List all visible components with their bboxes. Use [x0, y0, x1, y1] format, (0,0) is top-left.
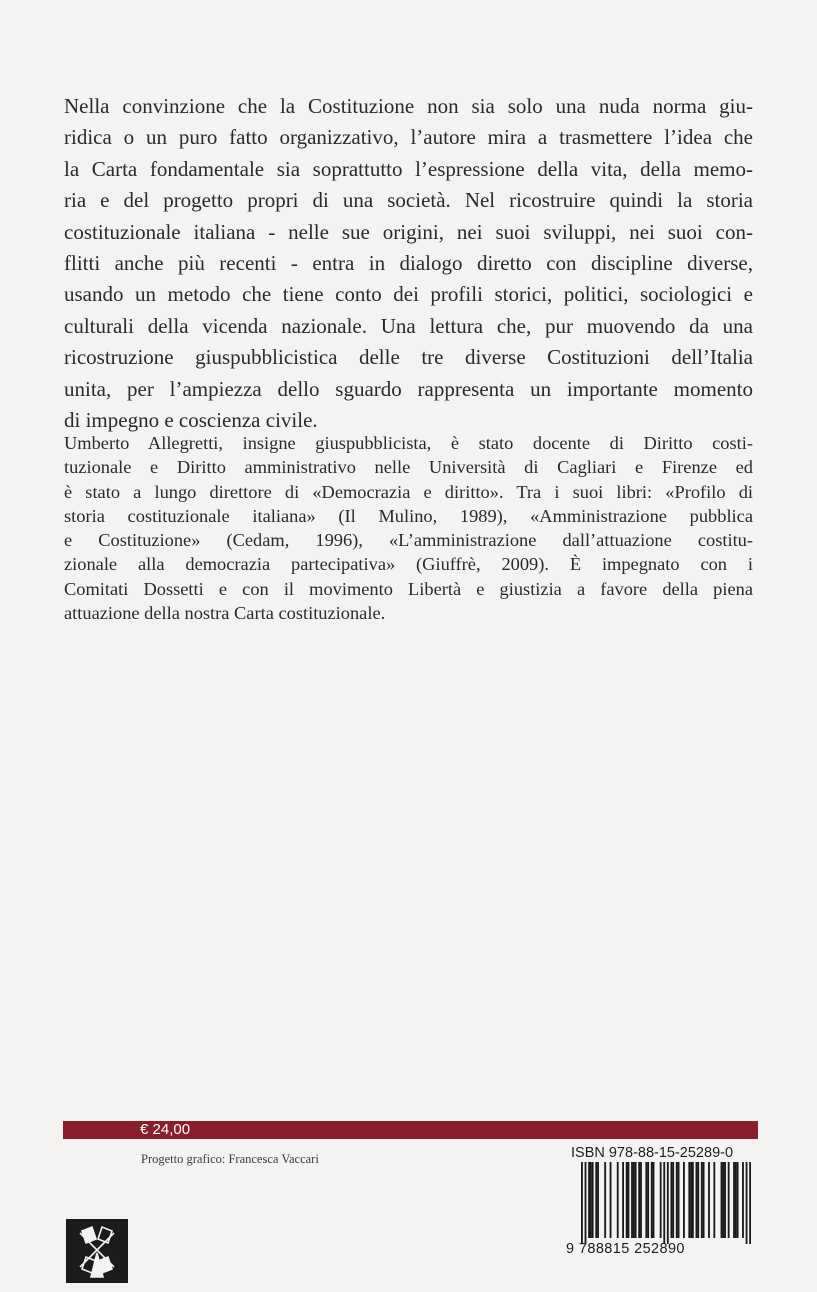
barcode-bar	[713, 1162, 715, 1238]
blurb-line: usando un metodo che tiene conto dei profili storici, politici, sociologici e	[64, 282, 753, 307]
bio-line: zionale alla democrazia partecipativa» (Giuffrè, 2009). È impegnato con i	[64, 554, 753, 575]
barcode-bar	[688, 1162, 690, 1238]
blurb-line: Nella convinzione che la Costituzione non sia solo una nuda norma giu-	[64, 94, 753, 118]
barcode-bar	[696, 1162, 698, 1238]
barcode-bar	[585, 1162, 587, 1244]
barcode-bar	[647, 1162, 649, 1238]
barcode-bar	[592, 1162, 594, 1238]
barcode-bar	[735, 1162, 737, 1238]
bio-line: tuzionale e Diritto amministrativo nelle Università di Cagliari e Firenze ed	[64, 457, 753, 478]
design-credit: Progetto grafico: Francesca Vaccari	[141, 1152, 319, 1166]
barcode-bar	[660, 1162, 662, 1238]
barcode-bar	[722, 1162, 724, 1238]
barcode-bar	[663, 1162, 665, 1244]
barcode-bar	[633, 1162, 635, 1238]
barcode-bar	[670, 1162, 672, 1238]
blurb-line: ricostruzione giuspubblicistica delle tre diverse Costituzioni dell’Italia	[64, 345, 753, 370]
barcode-bar	[708, 1162, 710, 1238]
barcode-bar	[678, 1162, 680, 1238]
barcode-bar	[672, 1162, 674, 1238]
barcode	[581, 1162, 751, 1244]
barcode-bar	[749, 1162, 751, 1244]
barcode-bar	[653, 1162, 655, 1238]
barcode-bar	[645, 1162, 647, 1238]
barcode-bar	[733, 1162, 735, 1238]
barcode-digits: 9 788815 252890	[566, 1241, 685, 1257]
barcode-bar	[597, 1162, 599, 1238]
price-bar	[63, 1121, 758, 1139]
barcode-bar	[640, 1162, 642, 1238]
barcode-bar	[683, 1162, 685, 1238]
blurb-line: costituzionale italiana - nelle sue origini, nei suoi sviluppi, nei suoi con-	[64, 219, 753, 244]
barcode-bar	[721, 1162, 723, 1238]
barcode-bar	[692, 1162, 694, 1238]
barcode-bar	[626, 1162, 628, 1238]
barcode-bar	[628, 1162, 630, 1238]
blurb-line: flitti anche più recenti - entra in dialogo diretto con discipline diverse,	[64, 251, 753, 276]
book-blurb	[64, 91, 753, 436]
barcode-bar	[638, 1162, 640, 1238]
publisher-logo	[66, 1219, 128, 1283]
barcode-bar	[590, 1162, 592, 1238]
barcode-bar	[588, 1162, 590, 1238]
barcode-bar	[728, 1162, 730, 1238]
blurb-line: la Carta fondamentale sia soprattutto l’espressione della vita, della memo-	[64, 156, 753, 181]
barcode-bar	[703, 1162, 705, 1238]
barcode-bar	[667, 1162, 669, 1244]
bio-line: attuazione della nostra Carta costituzionale.	[64, 603, 386, 624]
barcode-bar	[610, 1162, 612, 1238]
price-label: € 24,00	[140, 1121, 191, 1138]
barcode-bar	[622, 1162, 624, 1238]
barcode-bar	[697, 1162, 699, 1238]
blurb-line: ria e del progetto propri di una società. Nel ricostruire quindi la storia	[64, 188, 753, 213]
author-bio	[64, 431, 753, 625]
barcode-bar	[690, 1162, 692, 1238]
barcode-bar	[604, 1162, 606, 1238]
bio-line: Umberto Allegretti, insigne giuspubblicista, è stato docente di Diritto costi-	[64, 433, 753, 453]
barcode-bar	[595, 1162, 597, 1238]
barcode-bar	[701, 1162, 703, 1238]
barcode-bar	[742, 1162, 744, 1238]
barcode-bar	[724, 1162, 726, 1238]
bio-line: Comitati Dossetti e con il movimento Libertà e giustizia a favore della piena	[64, 578, 753, 599]
bio-line: è stato a lungo direttore di «Democrazia e diritto». Tra i suoi libri: «Profilo di	[64, 481, 753, 502]
isbn-label: ISBN 978-88-15-25289-0	[571, 1145, 734, 1161]
barcode-bar	[581, 1162, 583, 1244]
blurb-line: di impegno e coscienza civile.	[64, 408, 318, 433]
windmill-icon	[66, 1219, 128, 1283]
barcode-bar	[651, 1162, 653, 1238]
barcode-bar	[737, 1162, 739, 1238]
barcode-bar	[617, 1162, 619, 1238]
bio-line: storia costituzionale italiana» (Il Mulino, 1989), «Amministrazione pubblica	[64, 505, 753, 526]
bio-line: e Costituzione» (Cedam, 1996), «L’amministrazione dall’attuazione costitu-	[64, 530, 753, 551]
barcode-bar	[746, 1162, 748, 1244]
blurb-line: unita, per l’ampiezza dello sguardo rappresenta un importante momento	[64, 376, 753, 401]
barcode-bar	[635, 1162, 637, 1238]
blurb-line: culturali della vicenda nazionale. Una lettura che, pur muovendo da una	[64, 313, 753, 338]
barcode-bar	[631, 1162, 633, 1238]
blurb-line: ridica o un puro fatto organizzativo, l’autore mira a trasmettere l’idea che	[64, 125, 753, 150]
barcode-bar	[676, 1162, 678, 1238]
